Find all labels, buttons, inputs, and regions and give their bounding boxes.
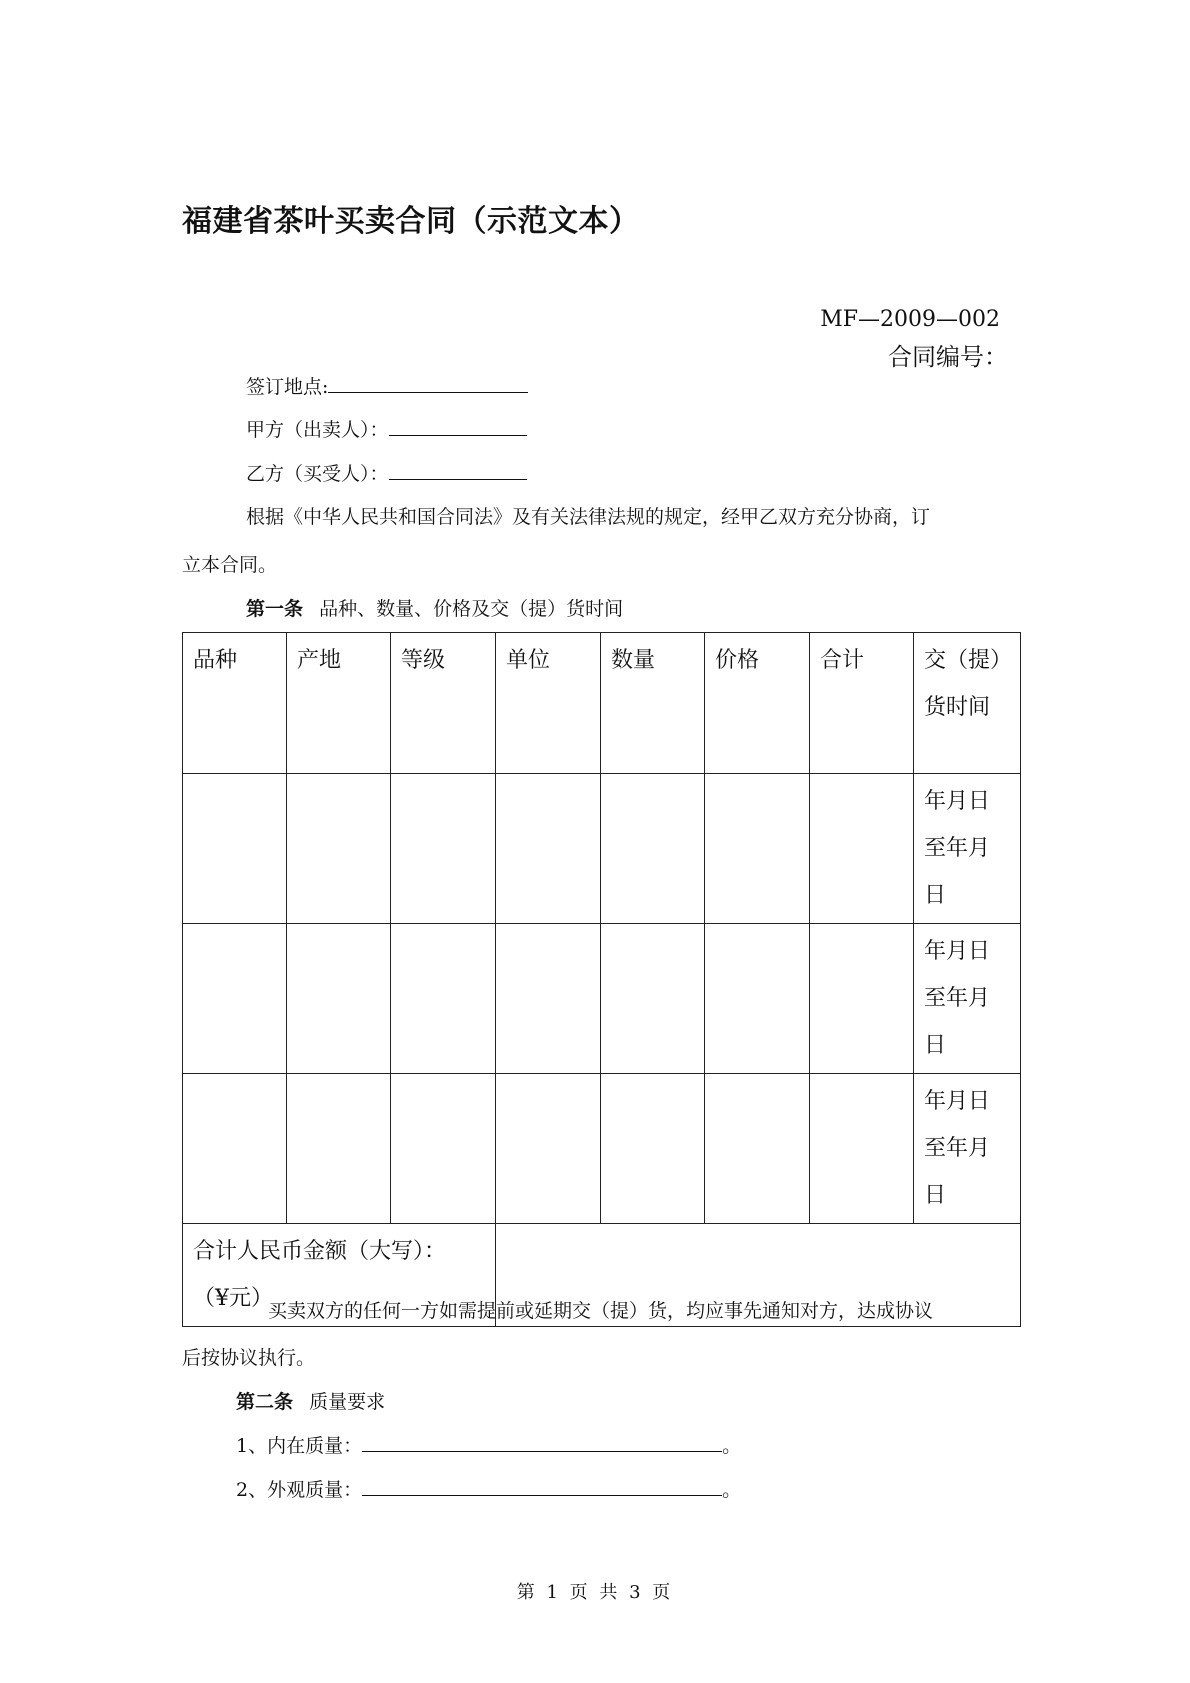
table-cell[interactable] <box>601 774 705 924</box>
page-footer: 第 1 页 共 3 页 <box>516 1582 674 1603</box>
header-variety: 品种 <box>183 633 287 774</box>
quality-external-blank[interactable] <box>362 1475 722 1496</box>
total-amount-label: 合计人民币金额（大写）：（¥元） <box>183 1224 496 1327</box>
article-1-heading <box>246 594 623 621</box>
header-total: 合计 <box>810 633 914 774</box>
table-cell[interactable] <box>810 924 914 1074</box>
header-quantity: 数量 <box>601 633 705 774</box>
quality-internal-label: 1、内在质量： <box>236 1435 363 1457</box>
party-b-blank[interactable] <box>389 459 527 480</box>
table-row <box>183 1074 1021 1224</box>
table-cell[interactable] <box>496 924 601 1074</box>
delivery-date-cell[interactable]: 年月日至年月日 <box>914 924 1021 1074</box>
table-cell[interactable] <box>391 774 496 924</box>
quality-external-label: 2、外观质量： <box>236 1479 363 1501</box>
contract-code: MF—2009—002 <box>820 307 1000 332</box>
header-unit: 单位 <box>496 633 601 774</box>
article-2-text: 质量要求 <box>309 1391 386 1413</box>
table-cell[interactable] <box>496 774 601 924</box>
table-cell[interactable] <box>183 1074 287 1224</box>
delivery-date-cell[interactable]: 年月日至年月日 <box>914 774 1021 924</box>
table-cell[interactable] <box>391 1074 496 1224</box>
quality-external-line <box>236 1475 741 1502</box>
note-line-1: 买卖双方的任何一方如需提前或延期交（提）货，均应事先通知对方，达成协议 <box>268 1300 934 1322</box>
table-row <box>183 774 1021 924</box>
table-cell[interactable] <box>810 774 914 924</box>
table-cell[interactable] <box>810 1074 914 1224</box>
party-b-line <box>246 459 527 486</box>
header-delivery-time: 交（提）货时间 <box>914 633 1021 774</box>
article-2-heading <box>236 1387 385 1414</box>
period-mark: 。 <box>722 1479 742 1501</box>
party-b-label: 乙方（买受人）： <box>246 463 389 485</box>
document-title: 福建省茶叶买卖合同（示范文本） <box>182 204 640 239</box>
table-cell[interactable] <box>705 1074 810 1224</box>
header-grade: 等级 <box>391 633 496 774</box>
table-cell[interactable] <box>601 1074 705 1224</box>
table-cell[interactable] <box>183 924 287 1074</box>
party-a-label: 甲方（出卖人）： <box>246 419 389 441</box>
article-1-number: 第一条 <box>246 598 304 620</box>
goods-table <box>182 632 1021 1327</box>
table-cell[interactable] <box>183 774 287 924</box>
contract-number-label: 合同编号： <box>888 343 1008 371</box>
table-cell[interactable] <box>287 1074 391 1224</box>
quality-internal-line <box>236 1431 741 1458</box>
table-cell[interactable] <box>601 924 705 1074</box>
table-header-row <box>183 633 1021 774</box>
table-cell[interactable] <box>705 774 810 924</box>
sign-place-label: 签订地点: <box>246 376 329 398</box>
intro-line-2: 立本合同。 <box>182 554 278 576</box>
header-price: 价格 <box>705 633 810 774</box>
article-2-number: 第二条 <box>236 1391 294 1413</box>
table-cell[interactable] <box>287 924 391 1074</box>
party-a-line <box>246 415 527 442</box>
sign-place-blank[interactable] <box>328 372 528 393</box>
table-cell[interactable] <box>391 924 496 1074</box>
table-cell[interactable] <box>287 774 391 924</box>
article-1-text: 品种、数量、价格及交（提）货时间 <box>319 598 624 620</box>
header-origin: 产地 <box>287 633 391 774</box>
note-line-2: 后按协议执行。 <box>182 1347 316 1369</box>
period-mark: 。 <box>722 1435 742 1457</box>
intro-line-1: 根据《中华人民共和国合同法》及有关法律法规的规定，经甲乙双方充分协商，订 <box>246 506 931 528</box>
table-row <box>183 924 1021 1074</box>
party-a-blank[interactable] <box>389 415 527 436</box>
table-cell[interactable] <box>705 924 810 1074</box>
quality-internal-blank[interactable] <box>362 1431 722 1452</box>
sign-place-line <box>246 372 528 399</box>
delivery-date-cell[interactable]: 年月日至年月日 <box>914 1074 1021 1224</box>
table-cell[interactable] <box>496 1074 601 1224</box>
